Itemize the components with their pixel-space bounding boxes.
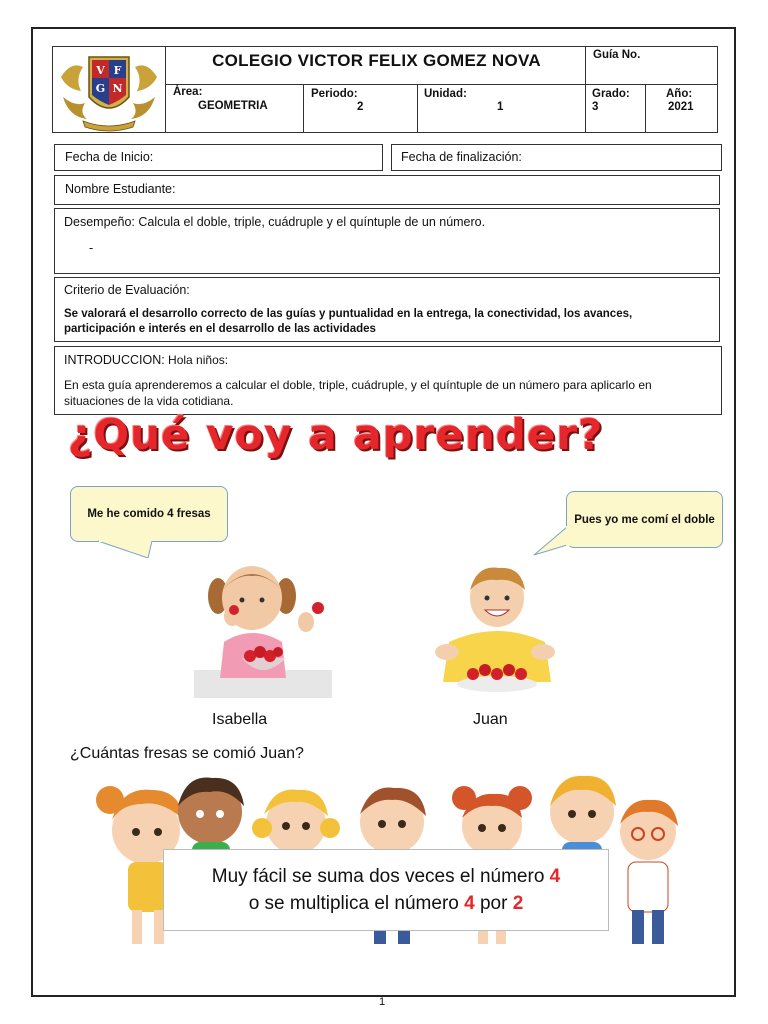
speech-bubble-left-text: Me he comido 4 fresas [87,508,211,520]
school-title-cell [165,46,586,85]
intro-greeting: Hola niños: [164,353,229,367]
criterio-section [54,277,720,342]
crest-letter-v: V [96,64,105,77]
fecha-fin-field[interactable] [391,144,722,171]
criterio-title: Criterio de Evaluación: [64,283,190,297]
desempeno-dash: - [89,241,94,255]
fecha-inicio-field[interactable] [54,144,383,171]
intro-text: En esta guía aprenderemos a calcular el doble, triple, cuádruple, y el quíntuple de un número para aplicarlo en situaciones de la vida cotidiana. [64,378,652,408]
desempeno-text: Desempeño: Calcula el doble, triple, cuádruple y el quíntuple de un número. [64,215,486,229]
area-value: GEOMETRIA [198,100,268,112]
explanation-line-1-text: Muy fácil se suma dos veces el número [211,866,550,887]
girl-eating-strawberries-image [194,560,332,698]
nombre-estudiante-field[interactable] [54,175,720,205]
anio-cell [645,84,718,133]
crest-letter-f: F [113,64,122,77]
unidad-value: 1 [497,101,504,113]
intro-section [54,346,722,415]
crest-letter-g: G [95,82,106,95]
crest-letter-n: N [112,82,123,95]
que-voy-a-aprender-banner: ¿Qué voy a aprender? [68,410,604,459]
intro-heading [64,353,228,367]
fecha-inicio-label: Fecha de Inicio: [65,150,154,164]
boy-name: Juan [473,711,508,728]
boy-with-strawberries-image [427,560,561,696]
speech-bubble-right-text: Pues yo me comí el doble [574,513,715,526]
speech-bubble-right-tail [532,525,572,557]
unidad-cell [417,84,586,133]
girl-name: Isabella [212,711,268,728]
periodo-label: Periodo: [311,88,358,100]
guia-label: Guía No. [593,49,641,61]
explanation-number-2: 2 [512,893,524,914]
intro-title: INTRODUCCION: [64,353,165,367]
area-cell [165,84,304,133]
area-label: Área: [173,86,203,98]
speech-bubble-right [566,491,723,548]
fecha-fin-label: Fecha de finalización: [401,150,522,164]
explanation-number-4b: 4 [464,893,475,914]
school-title: COLEGIO VICTOR FELIX GOMEZ NOVA [212,51,541,70]
grado-cell [585,84,646,133]
nombre-estudiante-label: Nombre Estudiante: [65,182,176,196]
explanation-line-2b-text: por [474,893,513,914]
guia-cell [585,46,718,85]
question-text: ¿Cuántas fresas se comió Juan? [70,745,304,762]
explanation-line-1 [164,863,608,890]
page-number: 1 [379,996,386,1008]
anio-value: 2021 [668,101,694,113]
speech-bubble-left [70,486,228,542]
periodo-value: 2 [357,101,364,113]
unidad-label: Unidad: [424,88,467,100]
criterio-text: Se valorará el desarrollo correcto de las guías y puntualidad en la entrega, la conectividad, los avances, participación e interés en el desarrollo de las actividades [64,308,633,335]
desempeno-section [54,208,720,274]
grado-value: 3 [592,101,599,113]
explanation-line-2 [164,890,608,917]
explanation-sign [163,849,609,931]
speech-bubble-left-tail [96,540,156,558]
logo-cell [52,46,166,133]
periodo-cell [303,84,418,133]
explanation-number-4a: 4 [549,866,561,887]
explanation-line-2a-text: o se multiplica el número [248,893,465,914]
anio-label: Año: [666,88,693,100]
grado-label: Grado: [592,88,630,100]
school-crest-icon [53,47,165,132]
